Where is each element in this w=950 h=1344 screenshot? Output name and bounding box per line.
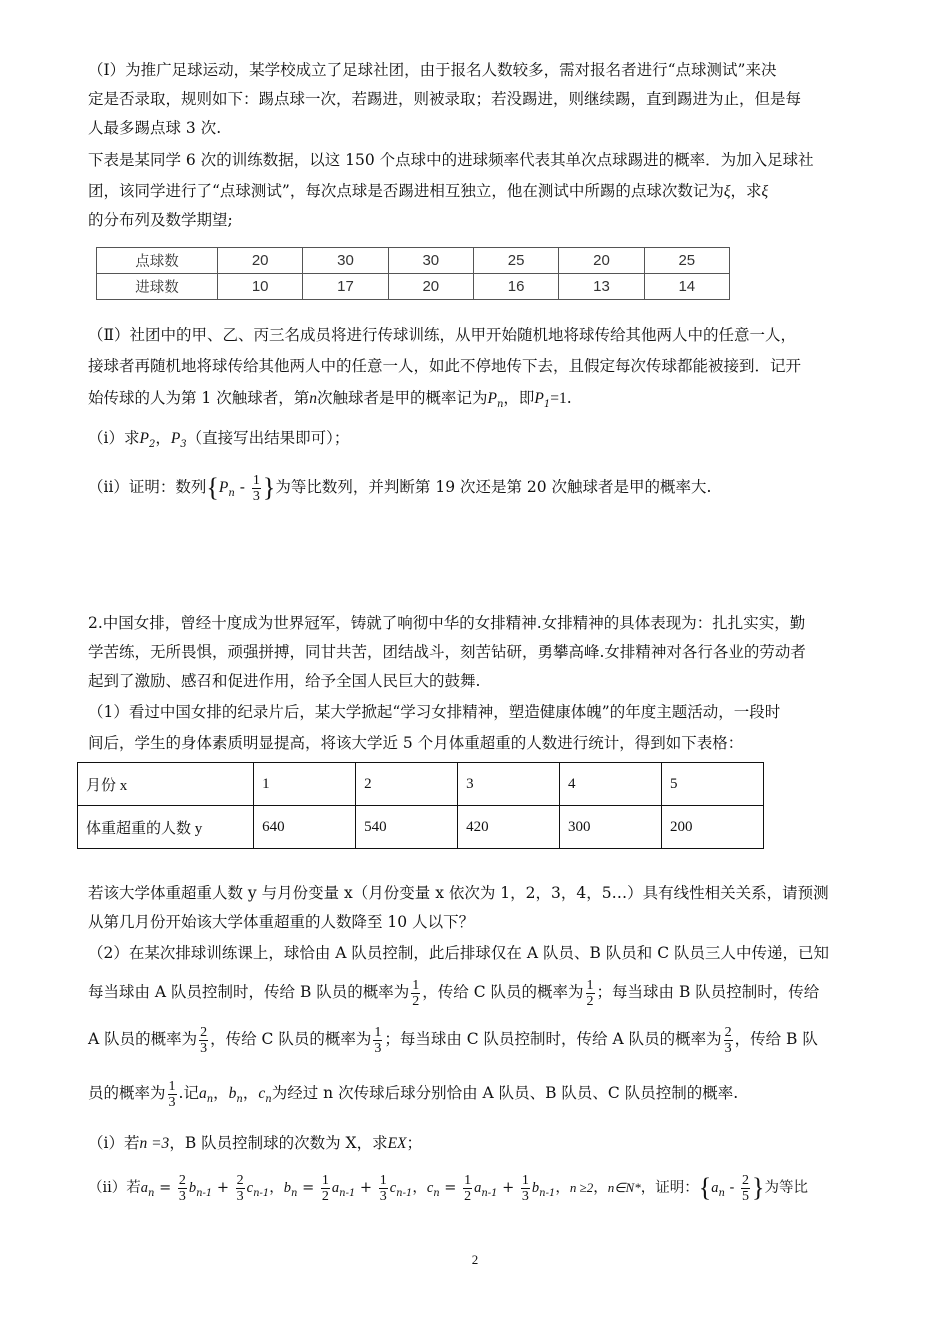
text-segment: ，B 队员控制球的次数为 X，求 <box>169 1134 388 1152</box>
fraction-denominator: 3 <box>521 1188 529 1204</box>
fraction-denominator: 2 <box>464 1188 472 1204</box>
table-cell: 300 <box>560 806 662 849</box>
fraction-numerator: 1 <box>521 1172 529 1188</box>
fraction-denominator: 3 <box>379 1188 387 1204</box>
math-c: c <box>246 1180 254 1196</box>
math-subscript: n <box>148 1188 155 1199</box>
math-minus: - <box>724 1180 740 1196</box>
fraction <box>252 473 261 504</box>
text-segment: ，传给 B 队 <box>734 1030 818 1048</box>
math-a: a <box>474 1180 482 1196</box>
text-segment: ， <box>593 1180 608 1196</box>
fraction-numerator: 1 <box>252 472 260 488</box>
fraction-numerator: 1 <box>464 1172 472 1188</box>
math-p: P <box>487 390 497 407</box>
text-segment: 为经过 n 次传球后球分别恰由 A 队员、B 队员、C 队员控制的概率. <box>271 1084 739 1102</box>
table-cell: 10 <box>218 274 303 300</box>
right-brace-icon: } <box>262 473 276 502</box>
math-n-eq: n =3 <box>139 1135 170 1152</box>
math-p: P <box>534 390 544 407</box>
table-cell: 2 <box>356 763 458 806</box>
math-subscript: n <box>265 1094 272 1105</box>
text-line: （1）看过中国女排的纪录片后，某大学掀起“学习女排精神，塑造健康体魄”的年度主题活动，一段时 <box>88 703 781 721</box>
training-data-table <box>96 247 730 300</box>
text-segment: A 队员的概率为 <box>88 1030 198 1048</box>
table-row <box>97 248 730 274</box>
table-cell: 17 <box>303 274 388 300</box>
math-plus: + <box>355 1180 377 1196</box>
table-cell: 30 <box>303 248 388 274</box>
math-eq: =1 <box>550 390 567 407</box>
fraction-numerator: 2 <box>236 1172 244 1188</box>
fraction-numerator: 1 <box>379 1172 387 1188</box>
table-cell: 25 <box>644 248 729 274</box>
math-a: a <box>331 1180 340 1196</box>
text-segment: ， <box>412 1180 427 1196</box>
fraction-numerator: 1 <box>586 977 594 993</box>
text-line <box>88 181 768 202</box>
text-line: 从第几月份开始该大学体重超重的人数降至 10 人以下？ <box>88 913 475 931</box>
text-line <box>88 1023 818 1056</box>
text-line: 起到了激励、感召和促进作用，给予全国人民巨大的鼓舞. <box>88 672 481 690</box>
text-segment: ，传给 C 队员的概率为 <box>422 983 584 1001</box>
text-segment: 为等比数列，并判断第 19 次还是第 20 次触球者是甲的概率大. <box>275 478 712 496</box>
fraction-denominator: 3 <box>236 1188 244 1204</box>
fraction <box>379 1173 388 1204</box>
question-label: （ii）证明：数列 <box>88 478 207 496</box>
math-subscript: n-1 <box>339 1188 356 1199</box>
math-subscript: n <box>718 1188 725 1199</box>
question-label: （ii）若 <box>88 1180 141 1196</box>
text-segment: 员的概率为 <box>88 1084 166 1102</box>
fraction <box>236 1173 245 1204</box>
table-row <box>78 763 764 806</box>
fraction-denominator: 2 <box>321 1188 329 1204</box>
text-line: 2.中国女排，曾经十度成为世界冠军，铸就了响彻中华的女排精神.女排精神的具体表现为：扎扎实实，勤 <box>88 614 806 632</box>
fraction-numerator: 1 <box>374 1024 382 1040</box>
fraction-numerator: 1 <box>168 1078 176 1094</box>
text-segment: ； <box>406 1134 423 1152</box>
text-segment: （直接写出结果即可）； <box>186 429 350 447</box>
text-line: （Ⅱ）社团中的甲、乙、丙三名成员将进行传球训练，从甲开始随机地将球传给其他两人中的任意一人， <box>88 326 797 344</box>
text-segment: ， <box>269 1180 284 1196</box>
fraction-numerator: 2 <box>200 1024 208 1040</box>
text-segment: . <box>566 389 572 407</box>
math-p: P <box>139 430 149 447</box>
text-line: 接球者再随机地将球传给其他两人中的任意一人，如此不停地传下去，且假定每次传球都能被接到．记开 <box>88 357 802 375</box>
overweight-table <box>77 762 764 849</box>
math-c: c <box>258 1085 266 1102</box>
math-xi: ξ <box>723 183 731 200</box>
text-segment: ；每当球由 B 队员控制时，传给 <box>596 983 820 1001</box>
math-condition: n ≥2 <box>569 1180 594 1195</box>
text-line <box>88 1077 738 1116</box>
text-line: 若该大学体重超重人数 y 与月份变量 x（月份变量 x 依次为 1，2，3，4，5…）具有线性相关关系，请预测 <box>88 884 829 902</box>
fraction <box>321 1173 330 1204</box>
fraction-numerator: 2 <box>724 1024 732 1040</box>
fraction-denominator: 2 <box>586 993 594 1009</box>
math-n: n <box>309 390 317 407</box>
text-segment: ， <box>155 429 171 447</box>
text-line: （2）在某次排球训练课上，球恰由 A 队员控制，此后排球仅在 A 队员、B 队员和 C 队员三人中传递，已知 <box>88 944 829 962</box>
fraction <box>178 1173 187 1204</box>
math-subscript: n-1 <box>481 1188 498 1199</box>
table-header-cell: 体重超重的人数 y <box>78 806 254 849</box>
math-a: a <box>711 1180 719 1196</box>
table-cell: 5 <box>662 763 764 806</box>
fraction <box>168 1079 177 1110</box>
math-c: c <box>426 1180 434 1196</box>
math-subscript: n-1 <box>539 1188 556 1199</box>
table-row <box>78 806 764 849</box>
page-number: 2 <box>471 1252 479 1267</box>
text-segment: ；每当球由 C 队员控制时，传给 A 队员的概率为 <box>384 1030 722 1048</box>
text-line: 间后，学生的身体素质明显提高，将该大学近 5 个月体重超重的人数进行统计，得到如下表格： <box>88 734 744 752</box>
math-condition: n∈N* <box>607 1180 641 1195</box>
left-brace-icon: { <box>206 473 219 502</box>
text-segment: ，即 <box>503 389 535 407</box>
math-b: b <box>188 1180 197 1196</box>
math-xi: ξ <box>761 183 769 200</box>
math-subscript: n <box>236 1094 243 1105</box>
text-line: 人最多踢点球 3 次. <box>88 119 222 137</box>
text-line: （Ⅰ）为推广足球运动，某学校成立了足球社团，由于报名人数较多，需对报名者进行“点球测试”来决 <box>88 61 777 79</box>
text-line <box>88 470 712 511</box>
fraction-numerator: 1 <box>321 1172 329 1188</box>
math-eq: = <box>297 1180 319 1196</box>
fraction-denominator: 3 <box>168 1094 176 1110</box>
math-eq: = <box>154 1180 176 1196</box>
table-cell: 25 <box>473 248 558 274</box>
math-subscript: 3 <box>180 439 187 450</box>
text-segment: .记 <box>178 1084 199 1102</box>
fraction-denominator: 5 <box>742 1188 750 1204</box>
right-brace-icon: } <box>752 1173 765 1202</box>
text-segment: ， <box>555 1180 570 1196</box>
fraction-denominator: 3 <box>374 1040 382 1056</box>
table-cell: 13 <box>559 274 644 300</box>
text-segment: ， <box>242 1084 259 1102</box>
fraction-denominator: 3 <box>252 488 260 504</box>
fraction-denominator: 3 <box>724 1040 732 1056</box>
fraction <box>741 1173 750 1204</box>
text-line <box>88 1171 808 1211</box>
left-brace-icon: { <box>698 1173 712 1202</box>
fraction-numerator: 1 <box>412 977 420 993</box>
table-cell: 540 <box>356 806 458 849</box>
math-subscript: n-1 <box>253 1188 270 1199</box>
math-p: P <box>218 479 229 496</box>
fraction <box>521 1173 530 1204</box>
fraction <box>411 978 420 1009</box>
table-header-cell: 月份 x <box>78 763 254 806</box>
table-cell: 20 <box>559 248 644 274</box>
text-segment: ，求 <box>730 182 762 200</box>
table-header-cell: 进球数 <box>97 274 218 300</box>
table-cell: 30 <box>388 248 473 274</box>
math-p: P <box>170 430 181 447</box>
math-b: b <box>283 1180 292 1196</box>
question-label: （i）若 <box>88 1134 140 1152</box>
fraction-denominator: 3 <box>178 1188 186 1204</box>
fraction <box>463 1173 472 1204</box>
math-ex: EX <box>387 1135 407 1152</box>
table-cell: 1 <box>254 763 356 806</box>
text-line <box>88 388 572 415</box>
table-cell: 4 <box>560 763 662 806</box>
math-a: a <box>140 1180 149 1196</box>
math-subscript: n <box>433 1188 440 1199</box>
math-subscript: n <box>228 488 235 499</box>
text-line: 下表是某同学 6 次的训练数据，以这 150 个点球中的进球频率代表其单次点球踢进的概率．为加入足球社 <box>88 151 814 169</box>
fraction <box>724 1025 733 1056</box>
fraction-denominator: 2 <box>412 993 420 1009</box>
text-segment: 每当球由 A 队员控制时，传给 B 队员的概率为 <box>88 983 410 1001</box>
math-eq: = <box>439 1180 462 1196</box>
math-plus: + <box>212 1180 234 1196</box>
text-segment: 为等比 <box>764 1180 809 1196</box>
text-segment: ，证明： <box>640 1180 699 1196</box>
table-cell: 3 <box>458 763 560 806</box>
text-segment: ， <box>213 1084 229 1102</box>
text-line: 定是否录取，规则如下：踢点球一次，若踢进，则被录取；若没踢进，则继续踢，直到踢进为止，但是每 <box>88 90 802 108</box>
fraction <box>199 1025 208 1056</box>
math-a: a <box>198 1085 207 1102</box>
text-line: 的分布列及数学期望; <box>88 211 233 229</box>
text-line <box>88 976 819 1009</box>
table-cell: 16 <box>473 274 558 300</box>
table-cell: 20 <box>218 248 303 274</box>
text-segment: 次触球者是甲的概率记为 <box>316 389 488 407</box>
fraction <box>373 1025 382 1056</box>
text-line <box>88 1133 422 1154</box>
table-header-cell: 点球数 <box>97 248 218 274</box>
math-plus: + <box>497 1180 519 1196</box>
table-cell: 20 <box>388 274 473 300</box>
math-subscript: n-1 <box>396 1188 413 1199</box>
table-cell: 640 <box>254 806 356 849</box>
fraction-numerator: 2 <box>742 1172 750 1188</box>
table-cell: 14 <box>644 274 729 300</box>
math-minus: - <box>234 478 250 496</box>
math-b: b <box>228 1085 237 1102</box>
math-subscript: 1 <box>543 399 551 410</box>
text-segment: 团，该同学进行了“点球测试”，每次点球是否踢进相互独立，他在测试中所踢的点球次数记为 <box>88 182 724 200</box>
fraction-numerator: 2 <box>178 1172 186 1188</box>
table-row <box>97 274 730 300</box>
text-segment: 始传球的人为第 1 次触球者，第 <box>88 389 310 407</box>
table-cell: 200 <box>662 806 764 849</box>
fraction <box>586 978 595 1009</box>
text-segment: ，传给 C 队员的概率为 <box>210 1030 372 1048</box>
question-label: （i）求 <box>88 429 140 447</box>
math-subscript: 2 <box>148 439 156 450</box>
math-subscript: n <box>496 399 504 410</box>
math-subscript: n <box>206 1094 214 1105</box>
text-line <box>88 428 349 455</box>
math-subscript: n <box>291 1188 298 1199</box>
math-subscript: n-1 <box>196 1188 213 1199</box>
text-line: 学苦练，无所畏惧，顽强拼搏，同甘共苦，团结战斗，刻苦钻研，勇攀高峰.女排精神对各行各业的劳动者 <box>88 643 806 661</box>
math-b: b <box>531 1180 540 1196</box>
fraction-denominator: 3 <box>200 1040 208 1056</box>
math-c: c <box>389 1180 397 1196</box>
table-cell: 420 <box>458 806 560 849</box>
